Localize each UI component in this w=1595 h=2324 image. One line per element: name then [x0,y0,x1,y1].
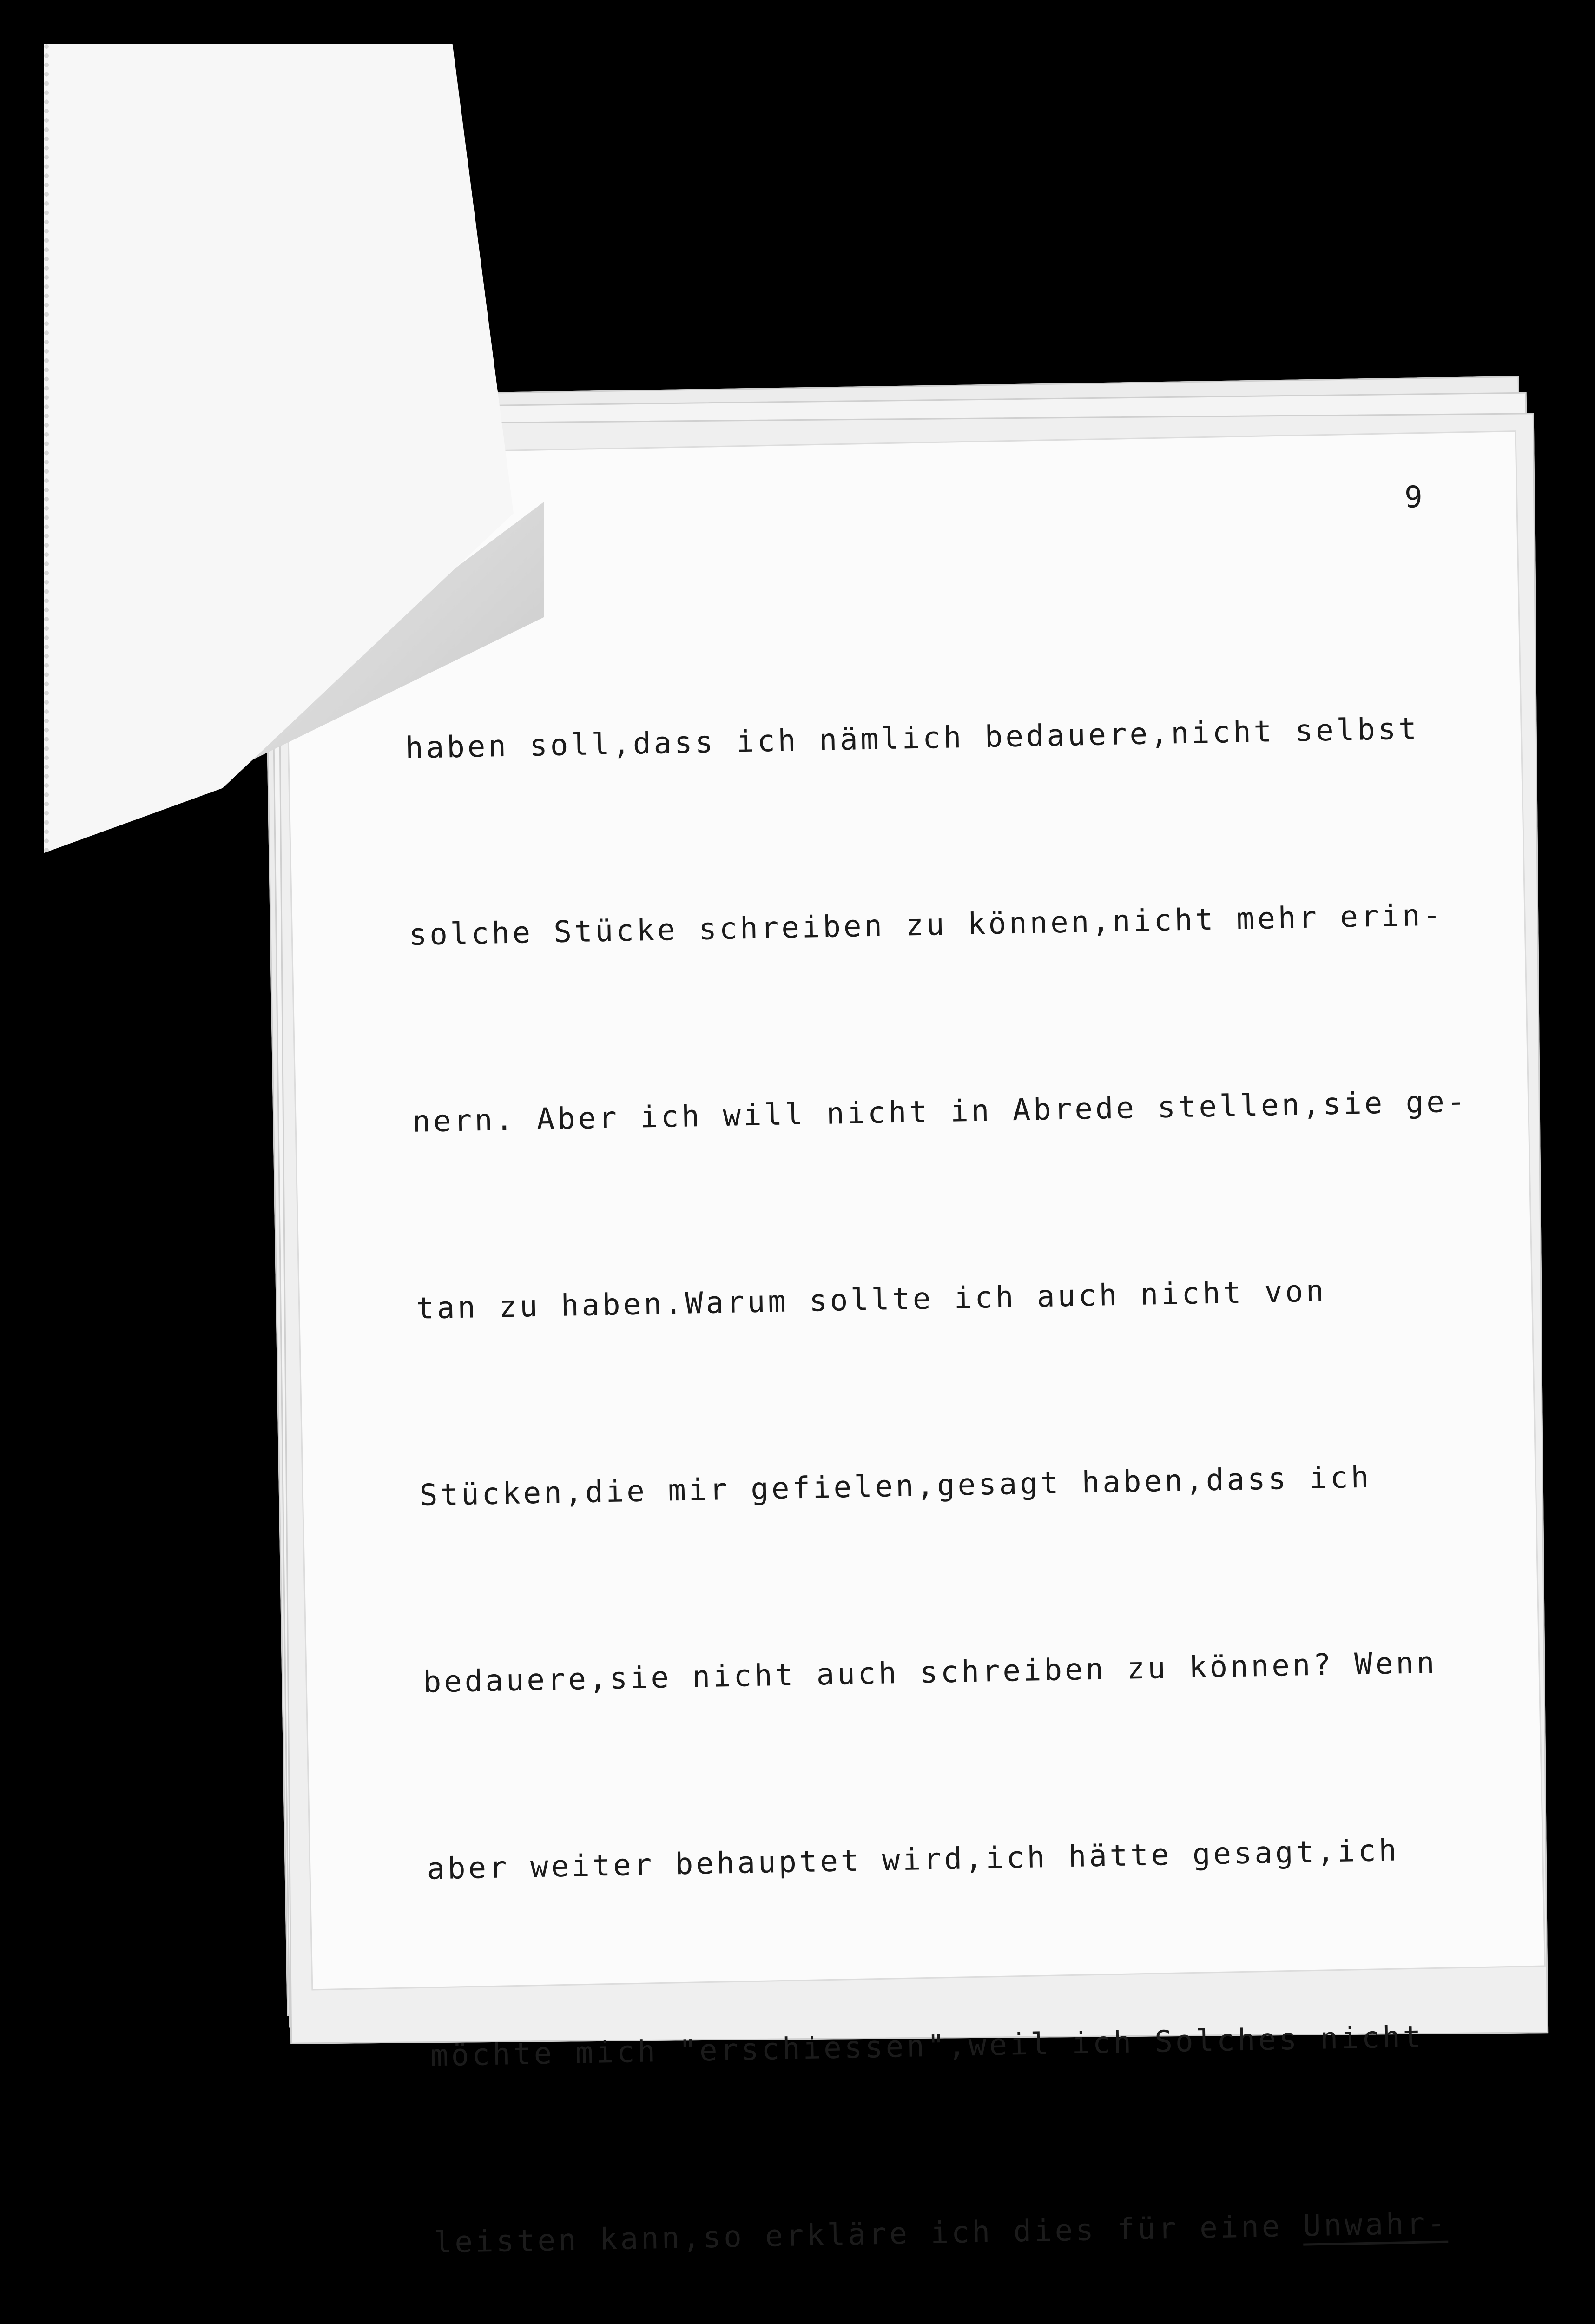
text-line [434,2191,1513,2274]
underlined-word: Unwahr- [1303,2206,1448,2246]
typewritten-page [283,432,1544,2260]
text-line: Stücken,die mir gefielen,gesagt haben,dass ich [419,1460,1372,1513]
text-line: haben soll,dass ich nämlich bedauere,nicht selbst [405,712,1420,766]
text-line: tan zu haben.Warum sollte ich auch nicht von [415,1274,1327,1326]
text-line: aber weiter behauptet wird,ich hätte gesagt,ich [426,1833,1400,1887]
text-line: bedauere,sie nicht auch schreiben zu können? Wenn [423,1645,1438,1700]
text-line: möchte mich "erschiessen",weil ich Solches nicht [430,2020,1424,2073]
text-line: nern. Aber ich will nicht in Abrede stellen,sie ge- [412,1084,1468,1139]
text-segment: leisten kann,so erkläre ich dies für eine [434,2209,1304,2260]
text-line: solche Stücke schreiben zu können,nicht mehr erin- [409,898,1444,953]
page-number: 9 [1404,480,1423,515]
page-body [402,572,1555,2324]
